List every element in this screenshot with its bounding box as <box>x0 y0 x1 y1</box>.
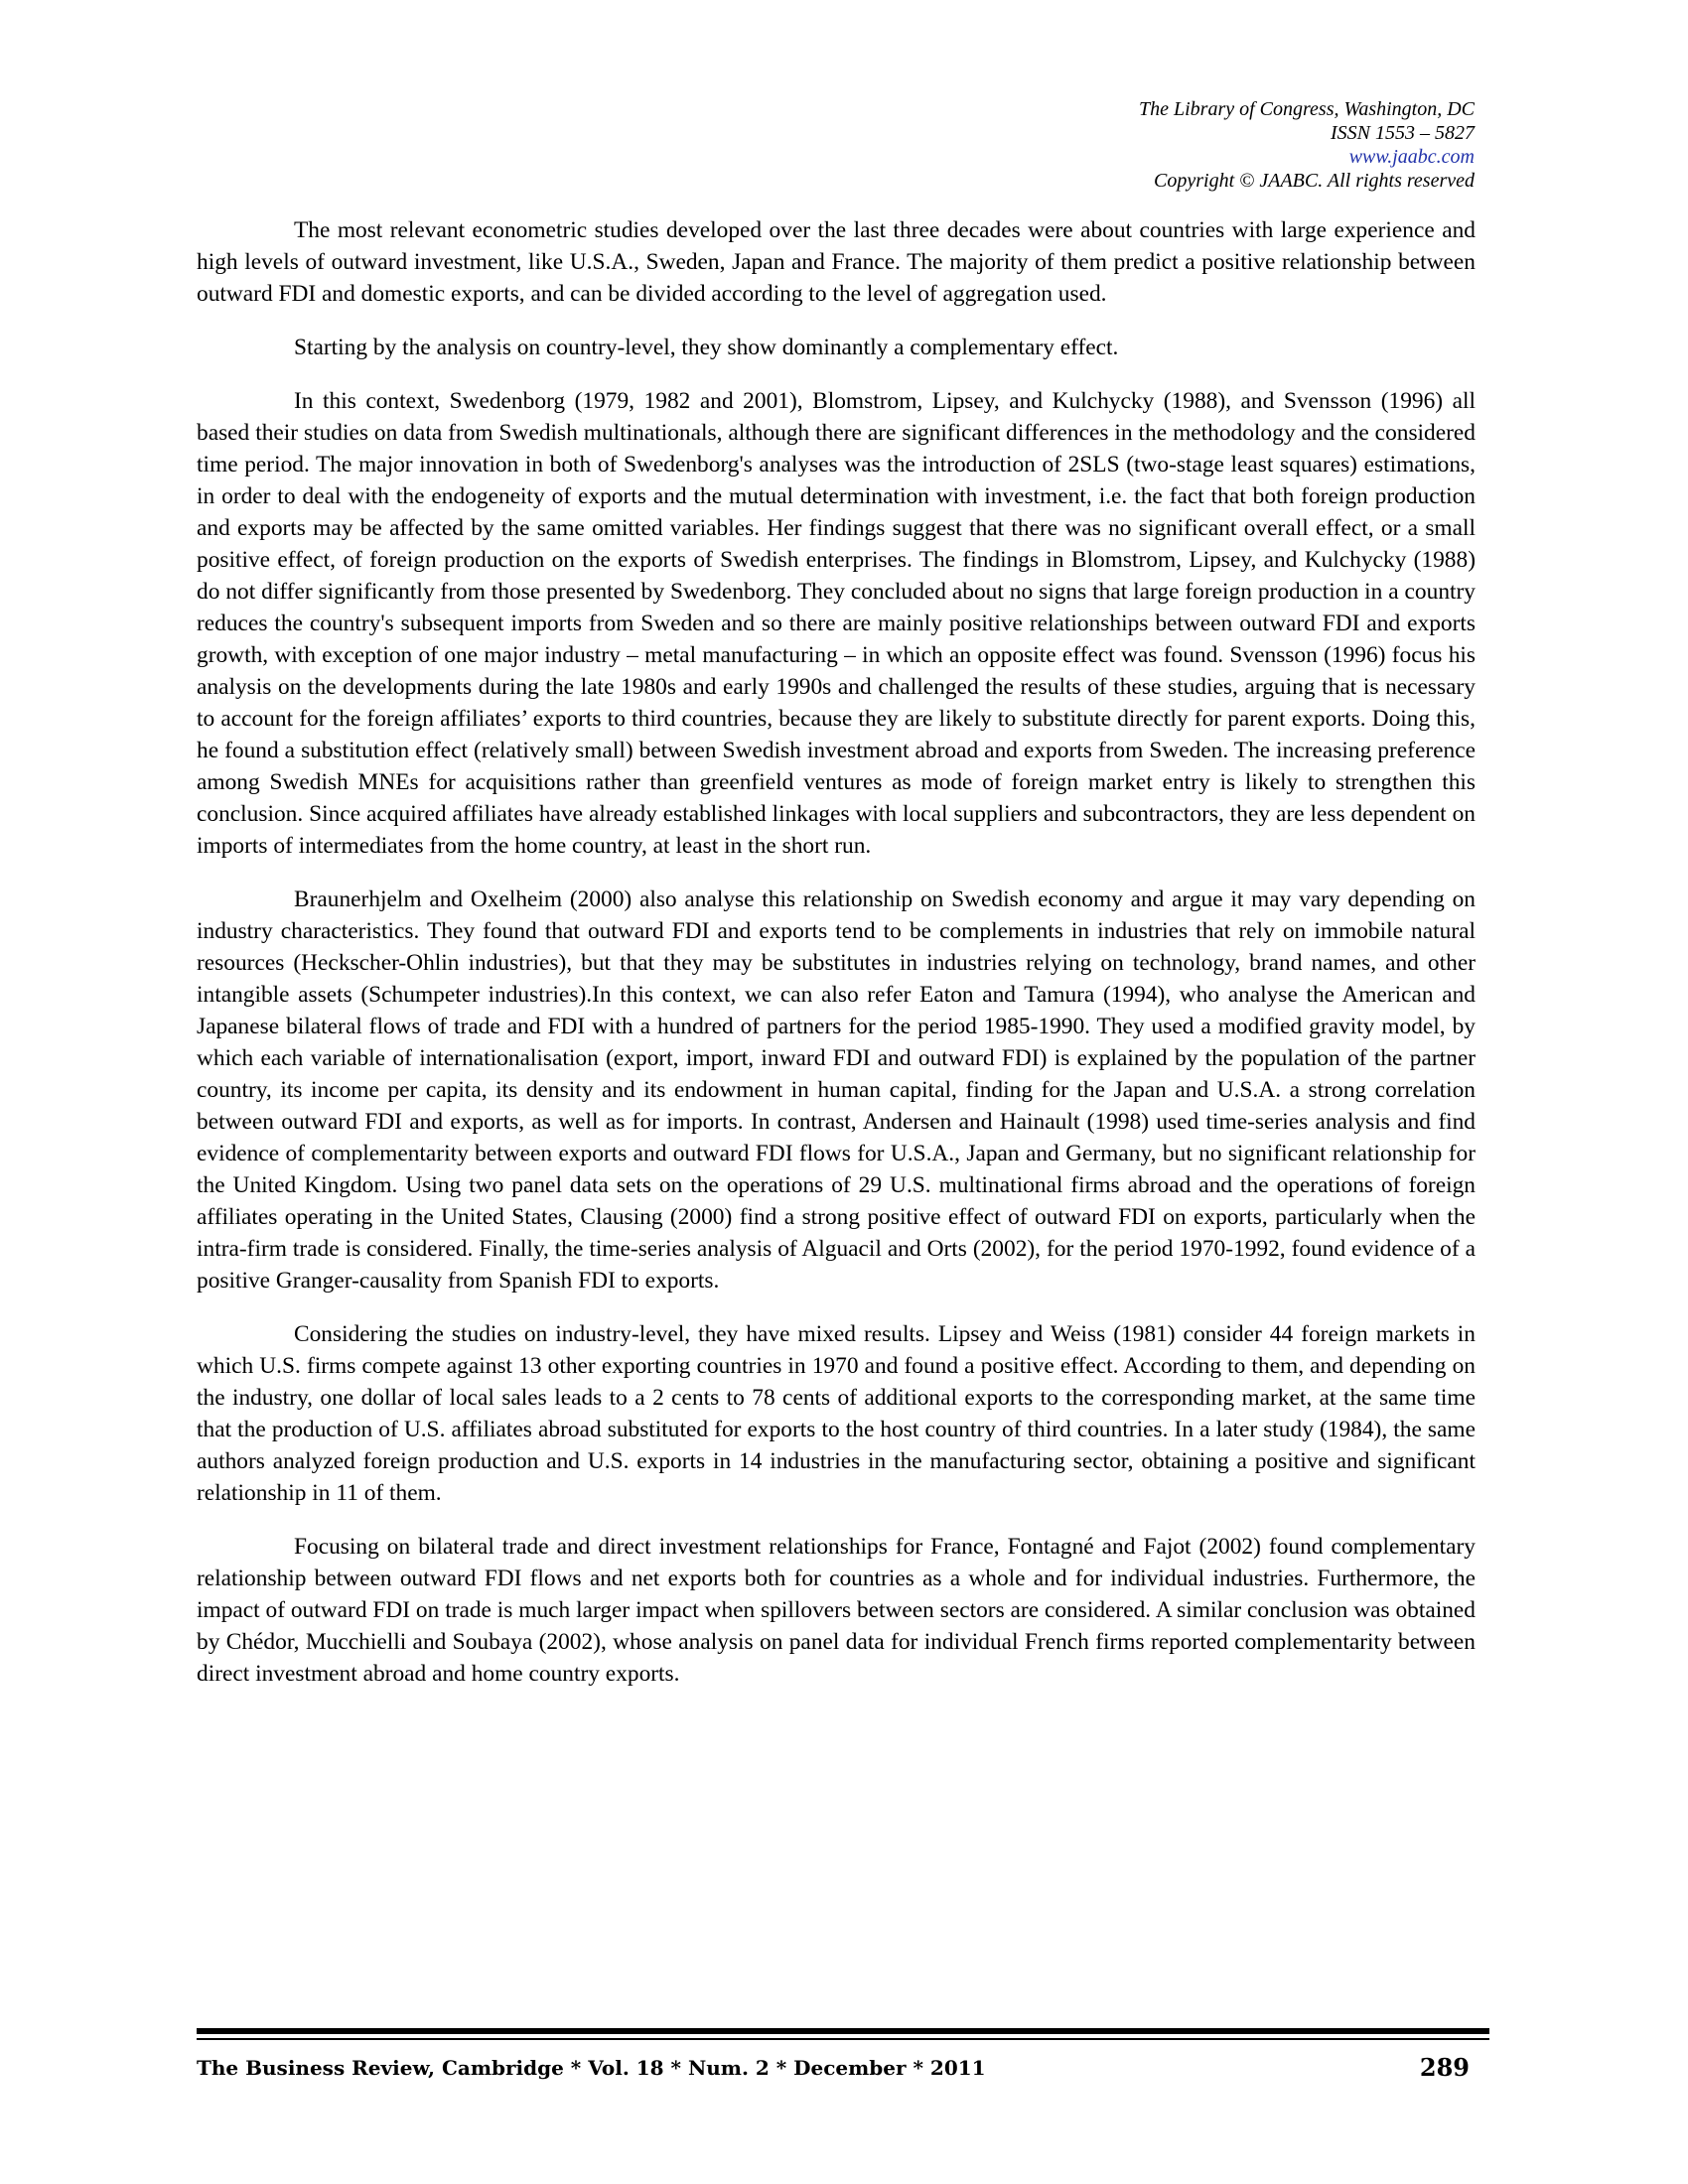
running-header <box>1139 97 1475 193</box>
page-number: 289 <box>1419 2053 1470 2082</box>
running-footer <box>197 2051 1489 2085</box>
article-body <box>197 214 1476 1711</box>
paragraph-braunerhjelm: Braunerhjelm and Oxelheim (2000) also analyse this relationship on Swedish economy and argue it may vary depending on industry characteristics. They found that outward FDI and exports tend to be complements in industries that rely on immobile natural resources (Heckscher-Ohlin industries), but that they may be substitutes in industries relying on technology, brand names, and other intangible assets (Schumpeter industries).In this context, we can also refer Eaton and Tamura (1994), who analyse the American and Japanese bilateral flows of trade and FDI with a hundred of partners for the period 1985-1990. They used a modified gravity model, by which each variable of internationalisation (export, import, inward FDI and outward FDI) is explained by the population of the partner country, its income per capita, its density and its endowment in human capital, finding for the Japan and U.S.A. a strong correlation between outward FDI and exports, as well as for imports. In contrast, Andersen and Hainault (1998) used time-series analysis and find evidence of complementarity between exports and outward FDI flows for U.S.A., Japan and Germany, but no significant relationship for the United Kingdom. Using two panel data sets on the operations of 29 U.S. multinational firms abroad and the operations of foreign affiliates operating in the United States, Clausing (2000) find a strong positive effect of outward FDI on exports, particularly when the intra-firm trade is considered. Finally, the time-series analysis of Alguacil and Orts (2002), for the period 1970-1992, found evidence of a positive Granger-causality from Spanish FDI to exports. <box>197 887 1476 1294</box>
paragraph-swedish-studies: In this context, Swedenborg (1979, 1982 and 2001), Blomstrom, Lipsey, and Kulchycky (1988), and Svensson (1996) all based their studies on data from Swedish multinationals, although there are significant differences in the methodology and the considered time period. The major innovation in both of Swedenborg's analyses was the introduction of 2SLS (two-stage least squares) estimations, in order to deal with the endogeneity of exports and the mutual determination with investment, i.e. the fact that both foreign production and exports may be affected by the same omitted variables. Her findings suggest that there was no significant overall effect, or a small positive effect, of foreign production on the exports of Swedish enterprises. The findings in Blomstrom, Lipsey, and Kulchycky (1988) do not differ significantly from those presented by Swedenborg. They concluded about no signs that large foreign production in a country reduces the country's subsequent imports from Sweden and so there are mainly positive relationships between outward FDI and exports growth, with exception of one major industry – metal manufacturing – in which an opposite effect was found. Svensson (1996) focus his analysis on the developments during the late 1980s and early 1990s and challenged the results of these studies, arguing that is necessary to account for the foreign affiliates’ exports to third countries, because they are likely to substitute directly for parent exports. Doing this, he found a substitution effect (relatively small) between Swedish investment abroad and exports from Sweden. The increasing preference among Swedish MNEs for acquisitions rather than greenfield ventures as mode of foreign market entry is likely to strengthen this conclusion. Since acquired affiliates have already established linkages with local suppliers and subcontractors, they are less dependent on imports of intermediates from the home country, at least in the short run. <box>197 388 1476 859</box>
header-issn-line: ISSN 1553 – 5827 <box>1331 122 1475 144</box>
header-library-line: The Library of Congress, Washington, DC <box>1138 98 1475 120</box>
header-copyright-line: Copyright © JAABC. All rights reserved <box>1154 170 1475 192</box>
paragraph-econometric-studies: The most relevant econometric studies developed over the last three decades were about countries with large experience and high levels of outward investment, like U.S.A., Sweden, Japan and France. The majority of them predict a positive relationship between outward FDI and domestic exports, and can be divided according to the level of aggregation used. <box>197 217 1476 307</box>
header-website-link[interactable]: www.jaabc.com <box>1348 146 1475 168</box>
footer-divider-thin <box>197 2038 1489 2040</box>
paragraph-france: Focusing on bilateral trade and direct investment relationships for France, Fontagné and Fajot (2002) found complementary relationship between outward FDI flows and net exports both for countries as a whole and for individual industries. Furthermore, the impact of outward FDI on trade is much larger impact when spillovers between sectors are considered. A similar conclusion was obtained by Chédor, Mucchielli and Soubaya (2002), whose analysis on panel data for individual French firms reported complementarity between direct investment abroad and home country exports. <box>197 1534 1476 1687</box>
paragraph-industry-level: Considering the studies on industry-level, they have mixed results. Lipsey and Weiss (1981) consider 44 foreign markets in which U.S. firms compete against 13 other exporting countries in 1970 and found a positive effect. According to them, and depending on the industry, one dollar of local sales leads to a 2 cents to 78 cents of additional exports to the corresponding market, at the same time that the production of U.S. affiliates abroad substituted for exports to the host country of third countries. In a later study (1984), the same authors analyzed foreign production and U.S. exports in 14 industries in the manufacturing sector, obtaining a positive and significant relationship in 11 of them. <box>197 1321 1476 1506</box>
paragraph-country-level: Starting by the analysis on country-level, they show dominantly a complementary effect. <box>294 335 1119 360</box>
footer-journal-info: The Business Review, Cambridge * Vol. 18 * Num. 2 * December * 2011 <box>197 2056 986 2080</box>
footer-divider-thick <box>197 2028 1489 2034</box>
